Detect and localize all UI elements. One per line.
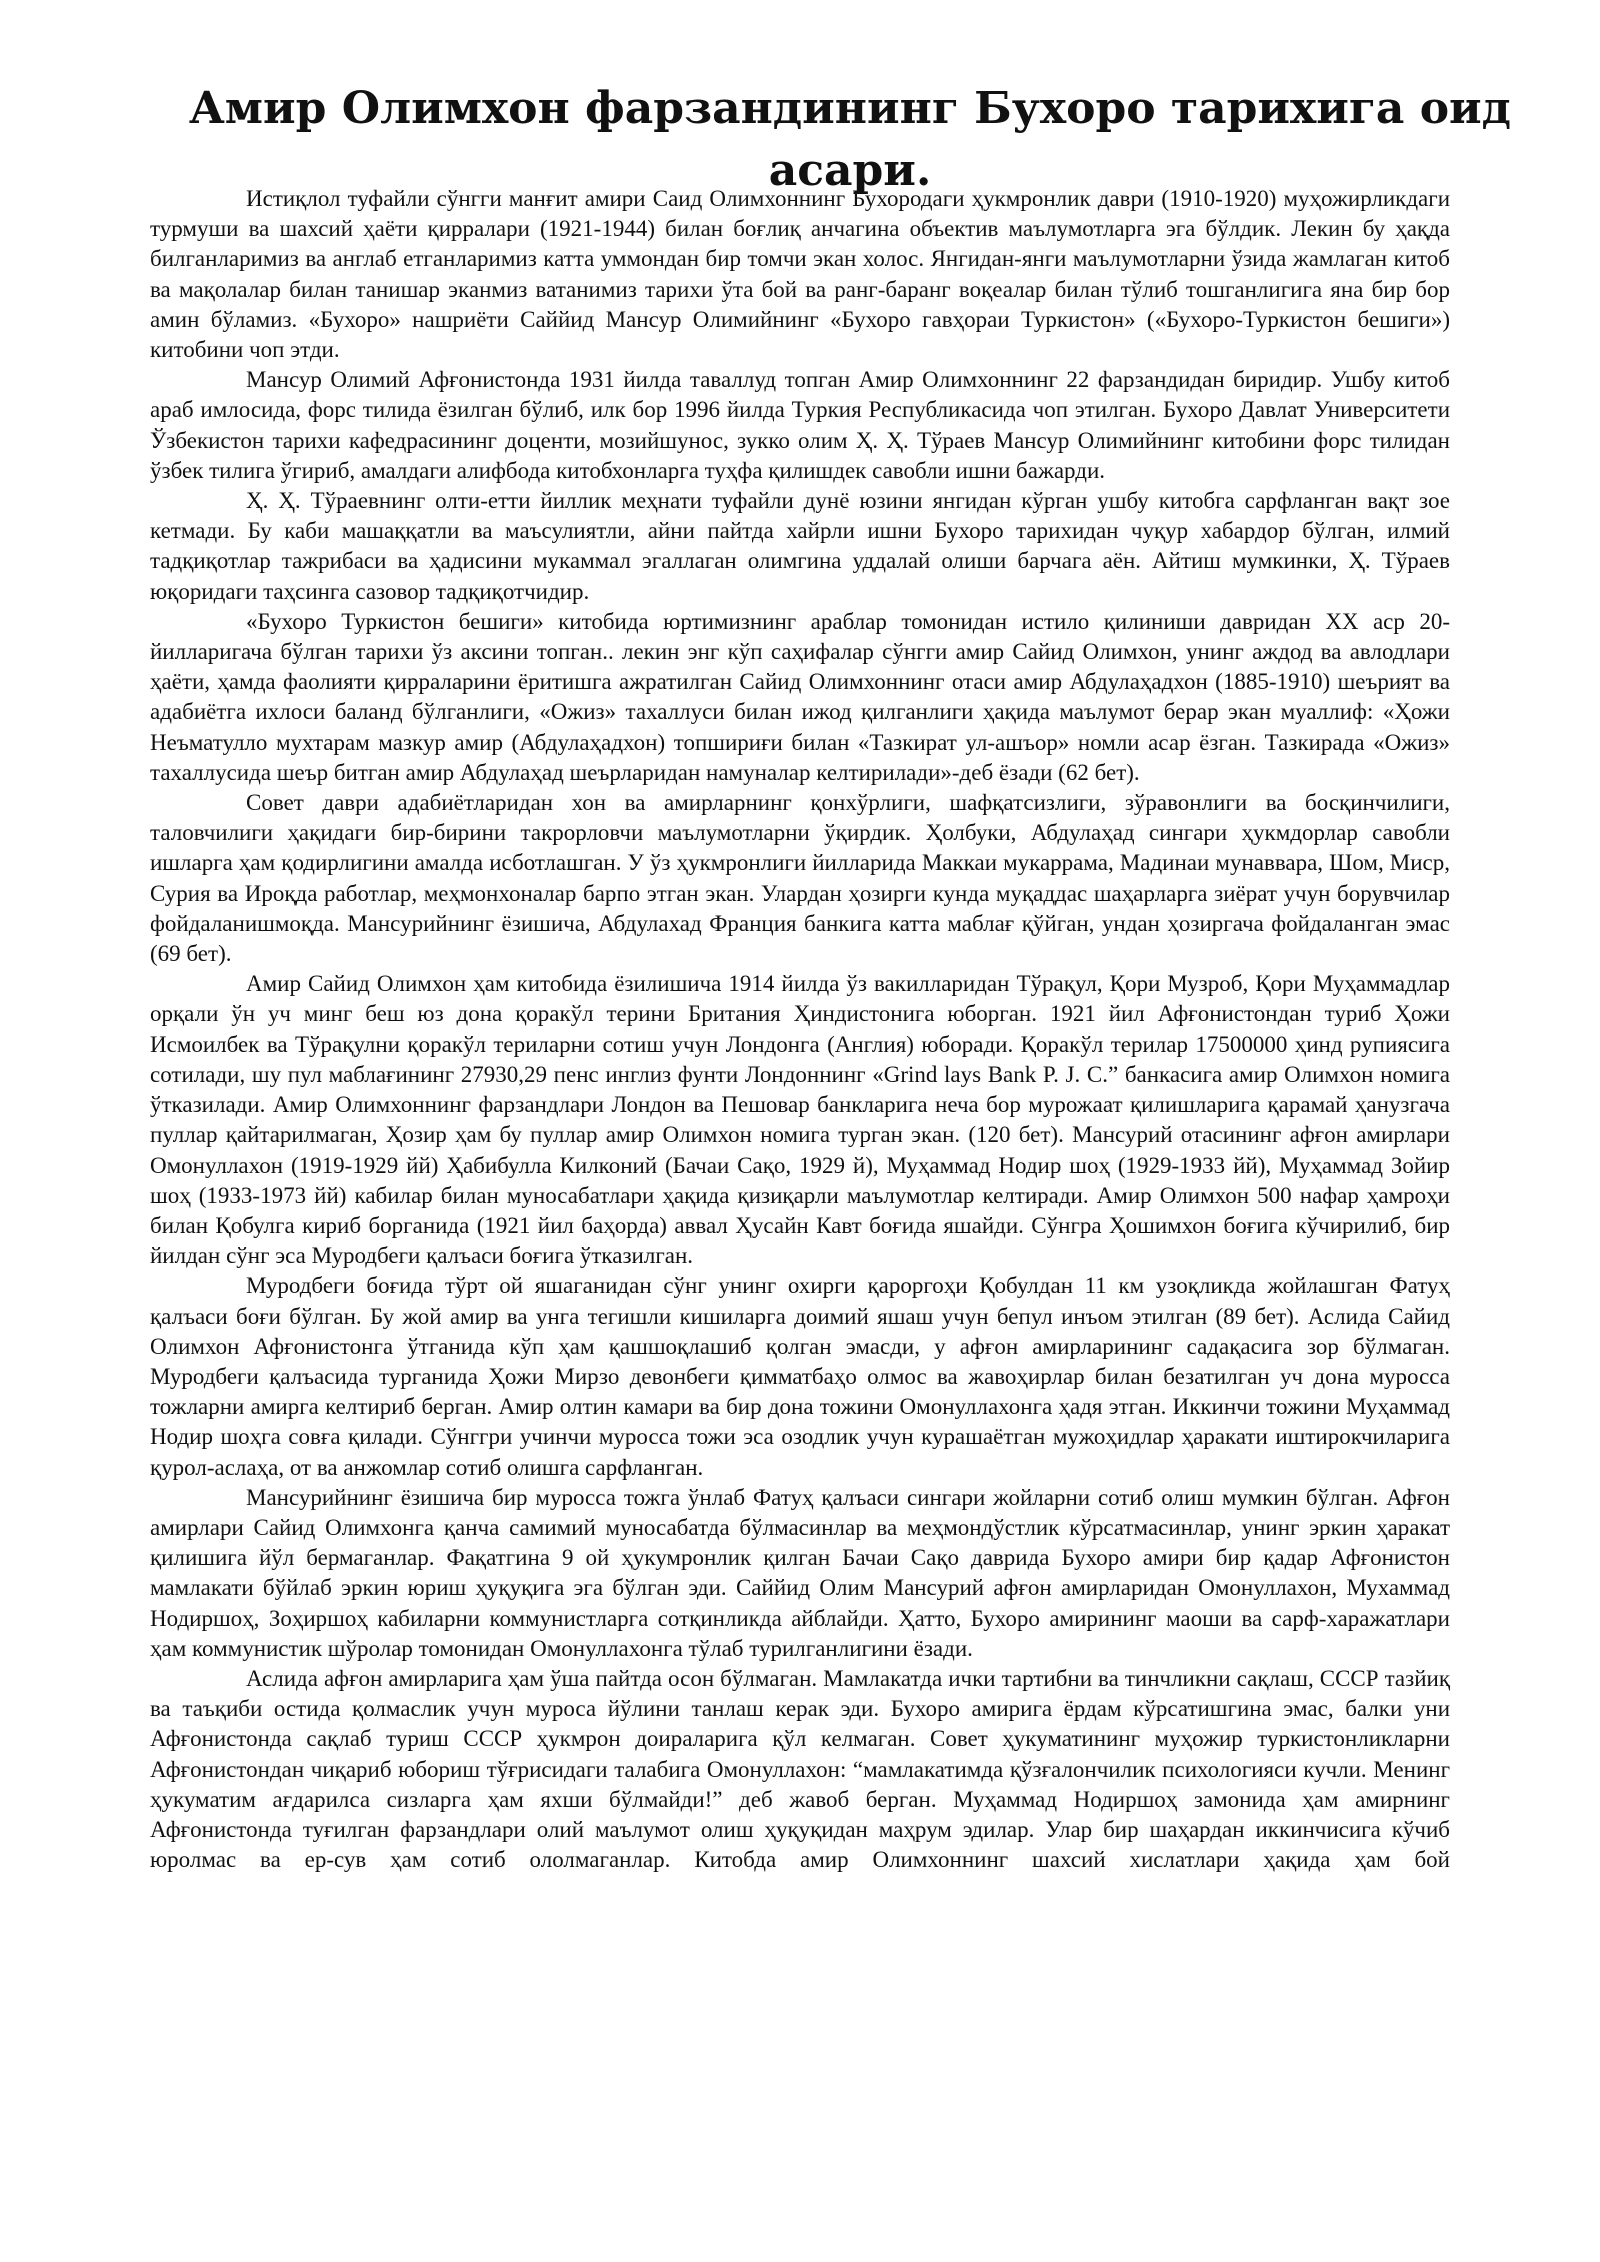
paragraph: Мансурийнинг ёзишича бир муросса тожга ўнлаб Фатуҳ қалъаси сингари жойларни сотиб олиш мумкин бўлган. Афғон амирлари Сайид Олимхонга қанча самимий муносабатда бўлмасинлар ва меҳмондўстлик кўрсатмасинлар, унинг эркин ҳаракат қилишига йўл бермаганлар. Фақатгина 9 ой ҳукумронлик қилган Бачаи Сақо даврида Бухоро амири бир қадар Афғонистон мамлакати бўйлаб эркин юриш ҳуқуқига эга бўлган эди. Саййид Олим Мансурий афғон амирларидан Омонуллахон, Мухаммад Нодиршоҳ, Зоҳиршоҳ кабиларни коммунистларга сотқинликда айблайди. Ҳатто, Бухоро амирининг маоши ва сарф-харажатлари ҳам коммунистик шўролар томонидан Омонуллахонга тўлаб турилганлигини ёзади. <box>150 1484 1450 1661</box>
paragraph: Муродбеги боғида тўрт ой яшаганидан сўнг унинг охирги қароргоҳи Қобулдан 11 км узоқликда жойлашган Фатуҳ қалъаси боғи бўлган. Бу жой амир ва унга тегишли кишиларга доимий яшаш учун бепул инъом этилган (89 бет). Аслида Сайид Олимхон Афғонистонга ўтганида кўп ҳам қашшоқлашиб қолган эмасди, у афғон амирларининг садақасига зор бўлмаган. Муродбеги қалъасида турганида Ҳожи Мирзо девонбеги қимматбаҳо олмос ва жавоҳирлар билан безатилган уч дона муросса тожларни амирга келтириб берган. Амир олтин камари ва бир дона тожини Омонуллахонга ҳадя этган. Иккинчи тожини Муҳаммад Нодир шоҳга совға қилади. Сўнггри учинчи муросса тожи эса озодлик учун курашаётган мужоҳидлар ҳаракати иштирокчиларига қурол-аслаҳа, от ва анжомлар сотиб олишга сарфланган. <box>150 1273 1450 1480</box>
paragraph: Истиқлол туфайли сўнгги манғит амири Саид Олимхоннинг Бухородаги ҳукмронлик даври (1910-1920) муҳожирликдаги турмуши ва шахсий ҳаёти қирралари (1921-1944) билан боғлиқ анчагина объектив маълумотларга эга бўлдик. Лекин бу ҳақда билганларимиз ва англаб етганларимиз катта уммондан бир томчи экан холос. Янгидан-янги маълумотларни ўзида жамлаган китоб ва мақолалар билан танишар эканмиз ватанимиз тарихи ўта бой ва ранг-баранг воқеалар билан тўлиб тошганлигига яна бир бор амин бўламиз. «Бухоро» нашриёти Саййид Мансур Олимийнинг «Бухоро гавҳораи Туркистон» («Бухоро-Туркистон бешиги») китобини чоп этди. <box>150 186 1450 363</box>
paragraph: Совет даври адабиётларидан хон ва амирларнинг қонхўрлиги, шафқатсизлиги, зўравонлиги ва босқинчилиги, таловчилиги ҳақидаги бир-бирини такрорловчи маълумотларни ўқирдик. Ҳолбуки, Абдулаҳад сингари ҳукмдорлар савобли ишларга ҳам қодирлигини амалда исботлашган. У ўз ҳукмронлиги йилларида Маккаи мукаррама, Мадинаи мунаввара, Шом, Миср, Сурия ва Ироқда работлар, меҳмонхоналар барпо этган экан. Улардан ҳозирги кунда муқаддас шаҳарларга зиёрат учун борувчилар фойдаланишмоқда. Мансурийнинг ёзишича, Абдулахад Франция банкига катта маблағ қўйган, ундан ҳозиргача фойдаланган эмас (69 бет). <box>150 790 1450 967</box>
paragraph: «Бухоро Туркистон бешиги» китобида юртимизнинг араблар томонидан истило қилиниши давридан XX аср 20-йилларигача бўлган тарихи ўз аксини топган.. лекин энг кўп саҳифалар сўнгги амир Сайид Олимхон, унинг аждод ва авлодлари ҳаёти, ҳамда фаолияти қирраларини ёритишга ажратилган Сайид Олимхоннинг отаси амир Абдулаҳадхон (1885-1910) шеърият ва адабиётга ихлоси баланд бўлганлиги, «Ожиз» тахаллуси билан ижод қилганлиги ҳақида маълумот берар экан муаллиф: «Ҳожи Неъматулло мухтарам мазкур амир (Абдулаҳадхон) топшириғи билан «Тазкират ул-ашъор» номли асар ёзган. Тазкирада «Ожиз» тахаллусида шеър битган амир Абдулаҳад шеърларидан намуналар келтирилади»-деб ёзади (62 бет). <box>150 608 1450 785</box>
paragraph: Ҳ. Ҳ. Тўраевнинг олти-етти йиллик меҳнати туфайли дунё юзини янгидан кўрган ушбу китобга сарфланган вақт зое кетмади. Бу каби машаққатли ва маъсулиятли, айни пайтда хайрли ишни Бухоро тарихидан чуқур хабардор бўлган, илмий тадқиқотлар тажрибаси ва ҳадисини мукаммал эгаллаган олимгина уддалай олиши барчага аён. Айтиш мумкинки, Ҳ. Тўраев юқоридаги таҳсинга сазовор тадқиқотчидир. <box>150 488 1450 604</box>
document-body <box>150 184 1450 1875</box>
paragraph: Амир Сайид Олимхон ҳам китобида ёзилишича 1914 йилда ўз вакилларидан Тўрақул, Қори Музроб, Қори Муҳаммадлар орқали ўн уч минг беш юз дона қоракўл терини Британия Ҳиндистонига юборган. 1921 йил Афғонистондан туриб Ҳожи Исмоилбек ва Тўрақулни қоракўл териларни сотиш учун Лондонга (Англия) юборади. Қоракўл терилар 17500000 ҳинд рупиясига сотилади, шу пул маблағининг 27930,29 пенс инглиз фунти Лондоннинг «Grind lays Bank P. J. C.” банкасига амир Олимхон номига ўтказилади. Амир Олимхоннинг фарзандлари Лондон ва Пешовар банкларига неча бор мурожаат қилишларига қарамай ҳанузгача пуллар қайтарилмаган, Ҳозир ҳам бу пуллар амир Олимхон номига турган экан. (120 бет). Мансурий отасининг афғон амирлари Омонуллахон (1919-1929 йй) Ҳабибулла Килконий (Бачаи Сақо, 1929 й), Муҳаммад Нодир шоҳ (1929-1933 йй), Муҳаммад Зойир шоҳ (1933-1973 йй) кабилар билан муносабатлари ҳақида қизиқарли маълумотлар келтиради. Амир Олимхон 500 нафар ҳамроҳи билан Қобулга кириб борганида (1921 йил баҳорда) аввал Ҳусайн Кавт боғида яшайди. Сўнгра Ҳошимхон боғига кўчирилиб, бир йилдан сўнг эса Муродбеги қалъаси боғига ўтказилган. <box>150 971 1450 1269</box>
paragraph: Аслида афғон амирларига ҳам ўша пайтда осон бўлмаган. Мамлакатда ички тартибни ва тинчликни сақлаш, СССР тазйиқ ва таъқиби остида қолмаслик учун муроса йўлини танлаш керак эди. Бухоро амирига ёрдам кўрсатишгина эмас, балки уни Афғонистонда сақлаб туриш СССР ҳукмрон доираларига қўл келмаган. Совет ҳукуматининг муҳожир туркистонликларни Афғонистондан чиқариб юбориш тўғрисидаги талабига Омонуллахон: “мамлакатимда қўзғалончилик психологияси кучли. Менинг ҳукуматим ағдарилса сизларга ҳам яхши бўлмайди!” деб жавоб берган. Муҳаммад Нодиршоҳ замонида ҳам амирнинг Афғонистонда туғилган фарзандлари олий маълумот олиш ҳуқуқидан маҳрум эдилар. Улар бир шаҳардан иккинчисига кўчиб юролмас ва ер-сув ҳам сотиб ололмаганлар. Китобда амир Олимхоннинг шахсий хислатлари ҳақида ҳам бой <box>150 1665 1450 1873</box>
document-title: Амир Олимхон фарзандининг Бухоро тарихига оид асари. <box>188 83 1512 196</box>
paragraph: Мансур Олимий Афғонистонда 1931 йилда таваллуд топган Амир Олимхоннинг 22 фарзандидан биридир. Ушбу китоб араб имлосида, форс тилида ёзилган бўлиб, илк бор 1996 йилда Туркия Республикасида чоп этилган. Бухоро Давлат Университети Ўзбекистон тарихи кафедрасининг доценти, мозийшунос, зукко олим Ҳ. Ҳ. Тўраев Мансур Олимийнинг китобини форс тилидан ўзбек тилига ўгириб, амалдаги алифбода китобхонларга туҳфа қилишдек савобли ишни бажарди. <box>150 367 1450 483</box>
